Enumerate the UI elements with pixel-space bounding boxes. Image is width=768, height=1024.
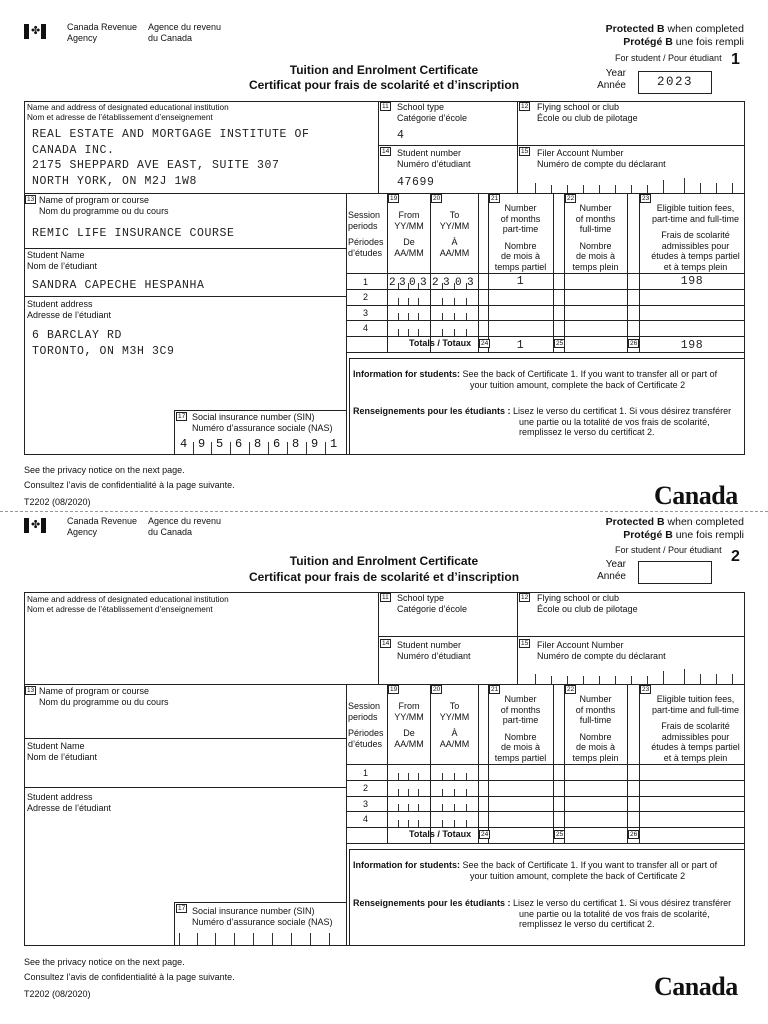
from-label: From YY/MM De AA/MM bbox=[394, 210, 424, 258]
privacy-notice: See the privacy notice on the next page. Consultez l’avis de confidentialité à la page suivante. bbox=[24, 465, 235, 490]
box-14-number: 14 bbox=[382, 640, 390, 647]
box-24-number: 24 bbox=[481, 831, 489, 838]
institution-value[interactable]: REAL ESTATE AND MORTGAGE INSTITUTE OF CANADA INC. 2175 SHEPPARD AVE EAST, SUITE 307 NORTH YORK, ON M2J 1W8 bbox=[32, 128, 310, 188]
box-17-number: 17 bbox=[178, 413, 186, 420]
row-1-label: 1 bbox=[363, 277, 369, 287]
box-23-number: 23 bbox=[642, 686, 650, 693]
certificate-number: 1 bbox=[731, 51, 740, 68]
box-19-number: 19 bbox=[390, 686, 398, 693]
flying-school-label: Flying school or club École ou club de pilotage bbox=[537, 102, 638, 123]
sin-label: Social insurance number (SIN) Numéro d’assurance sociale (NAS) bbox=[192, 412, 333, 433]
totals-label: Totals / Totaux bbox=[409, 338, 472, 348]
box-24-number: 24 bbox=[481, 340, 489, 347]
privacy-notice: See the privacy notice on the next page. Consultez l’avis de confidentialité à la page suivante. bbox=[24, 957, 235, 982]
box-26-number: 26 bbox=[630, 340, 638, 347]
box-11-number: 11 bbox=[382, 103, 389, 110]
total-part-time-months[interactable]: 1 bbox=[516, 339, 525, 352]
box-15-number: 15 bbox=[521, 640, 529, 647]
student-address-label: Student address Adresse de l’étudiant bbox=[27, 792, 112, 813]
form-title-en: Tuition and Enrolment Certificate bbox=[289, 554, 479, 568]
part-time-months-label: Number of months part-time Nombre de mois à temps partiel bbox=[494, 203, 547, 272]
year-field[interactable]: 2023 bbox=[638, 71, 712, 94]
row-1-fees[interactable]: 198 bbox=[680, 275, 704, 288]
box-22-number: 22 bbox=[567, 686, 575, 693]
info-students-fr: Renseignements pour les étudiants : Lisez le verso du certificat 1. Si vous désirez transférer une partie ou la totalité de vos frais de scolarité, remplissez le verso du certificat 2. bbox=[353, 406, 732, 437]
for-student-label: For student / Pour étudiant bbox=[615, 53, 722, 63]
box-13-number: 13 bbox=[27, 687, 35, 694]
agency-name-en: Canada Revenue Agency bbox=[67, 516, 138, 537]
agency-name-en: Canada Revenue Agency bbox=[67, 22, 138, 43]
year-field[interactable] bbox=[638, 561, 712, 584]
box-12-number: 12 bbox=[521, 594, 529, 601]
agency-name-fr: Agence du revenu du Canada bbox=[148, 516, 222, 537]
row-3-label: 3 bbox=[363, 799, 369, 809]
certificate-number: 2 bbox=[731, 548, 740, 565]
row-1-label: 1 bbox=[363, 768, 369, 778]
info-students-fr: Renseignements pour les étudiants : Lisez le verso du certificat 1. Si vous désirez transférer une partie ou la totalité de vos frais de scolarité, remplissez le verso du certificat 2. bbox=[353, 898, 732, 929]
row-4-label: 4 bbox=[363, 323, 369, 333]
info-students-en: Information for students: See the back of Certificate 1. If you want to transfer all or part of your tuition amount, complete the back of Certificate 2 bbox=[353, 860, 718, 881]
part-time-months-label: Number of months part-time Nombre de mois à temps partiel bbox=[494, 694, 547, 763]
box-26-number: 26 bbox=[630, 831, 638, 838]
eligible-fees-label: Eligible tuition fees, part-time and full-time Frais de scolarité admissibles pour études à temps partiel et à temps plein bbox=[651, 694, 740, 763]
form-code: T2202 (08/2020) bbox=[24, 497, 91, 507]
filer-account-label: Filer Account Number Numéro de compte du déclarant bbox=[537, 640, 666, 661]
box-20-number: 20 bbox=[433, 195, 441, 202]
protected-notice: Protected B when completed Protégé B une fois rempli bbox=[605, 23, 744, 48]
session-periods-label: Session periods Périodes d’études bbox=[348, 701, 384, 749]
school-type-value[interactable]: 4 bbox=[397, 129, 405, 142]
flying-school-label: Flying school or club École ou club de pilotage bbox=[537, 593, 638, 614]
institution-label: Name and address of designated educational institution Nom et adresse de l’établissement d’enseignement bbox=[27, 103, 229, 122]
box-21-number: 21 bbox=[491, 195, 499, 202]
box-25-number: 25 bbox=[556, 831, 564, 838]
row-2-label: 2 bbox=[363, 292, 369, 302]
student-name-value[interactable]: SANDRA CAPECHE HESPANHA bbox=[32, 279, 205, 292]
eligible-fees-label: Eligible tuition fees, part-time and full-time Frais de scolarité admissibles pour études à temps partiel et à temps plein bbox=[651, 203, 740, 272]
form-title-fr: Certificat pour frais de scolarité et d’inscription bbox=[248, 570, 520, 584]
student-name-label: Student Name Nom de l’étudiant bbox=[27, 250, 98, 271]
to-label: To YY/MM À AA/MM bbox=[439, 701, 470, 749]
form-title-en: Tuition and Enrolment Certificate bbox=[289, 63, 479, 77]
session-periods-label: Session periods Périodes d’études bbox=[348, 210, 384, 258]
total-fees[interactable]: 198 bbox=[680, 339, 704, 352]
student-address-value[interactable]: 6 BARCLAY RD TORONTO, ON M3H 3C9 bbox=[32, 329, 175, 358]
box-12-number: 12 bbox=[521, 103, 529, 110]
info-students-en: Information for students: See the back of Certificate 1. If you want to transfer all or part of your tuition amount, complete the back of Certificate 2 bbox=[353, 369, 718, 390]
box-13-number: 13 bbox=[27, 196, 35, 203]
totals-label: Totals / Totaux bbox=[409, 829, 472, 839]
box-25-number: 25 bbox=[556, 340, 564, 347]
box-11-number: 11 bbox=[382, 594, 389, 601]
row-3-label: 3 bbox=[363, 308, 369, 318]
certificate-1: ✤ Canada Revenue Agency Agence du revenu du Canada Protected B when completed Protégé B une fois rempli For student / Pour étudiant 1 Tuition and Enrolment Certificate Certificat pour frais de scolarité et d’inscription Year Année 2023 Name and address of designated educational institution Nom et adresse de l’établissement d’enseignement REAL ESTATE AND MORTGAGE INSTITUTE OF CANADA INC. 2175 SHEPPARD AVE EAST, SUITE 307 NORTH YORK, ON M2J 1W8 11 School type Catégorie d’école 4 12 Flying school or club École ou club de pilotage 14 Student number Numéro d’étudiant 47699 15 Filer Account Number Numéro de compte du déclarant 13 Name of program or course Nom du programme ou du cours REMIC LIFE INSURANCE COURSE Student Name Nom de l’étudiant SANDRA CAPECHE HESPANHA Student address Adresse de l’étudiant 6 BARCLAY RD TORONTO, ON M3H 3C9 17 Social insurance number (SIN) Numéro d’assurance sociale (NAS) 4 9 5 6 8 6 8 9 1 Session periods Périodes d’études 19 From YY/MM De AA/MM 20 To YY/MM À AA/MM 21 Number of months part-time Nombre de mois à temps partiel 22 Number of months full-time Nombre de mois à temps plein 23 Eligible tuition fees, part-time and full-time Frais de scolarité admissibles pour études à temps partiel et à temps plein 1 2 3 4 2 3 0 3 2 3 0 3 1 198 Totals / Totaux 24 25 26 1 198 Information for students: See the back of Certificate 1. If you want to transfer all or part of your tuition amount, complete the back of Certificate 2 Renseignements pour les étudiants : Lisez le verso du certificat 1. Si vous désirez transférer une partie ou la totalité de vos frais de scolarité, remplissez le verso du certificat 2. See the privacy notice on the next page. Consultez l’avis de confidentialité à la page suivante. T2202 (08/2020) Canada bbox=[24, 22, 744, 510]
box-23-number: 23 bbox=[642, 195, 650, 202]
box-21-number: 21 bbox=[491, 686, 499, 693]
to-label: To YY/MM À AA/MM bbox=[439, 210, 470, 258]
form-code: T2202 (08/2020) bbox=[24, 989, 91, 999]
canada-flag-icon: ✤ bbox=[24, 24, 46, 39]
row-2-label: 2 bbox=[363, 783, 369, 793]
student-number-label: Student number Numéro d’étudiant bbox=[397, 640, 471, 661]
box-22-number: 22 bbox=[567, 195, 575, 202]
full-time-months-label: Number of months full-time Nombre de mois à temps plein bbox=[572, 203, 619, 272]
student-number-label: Student number Numéro d’étudiant bbox=[397, 148, 471, 169]
program-label: Name of program or course Nom du programme ou du cours bbox=[39, 686, 169, 707]
for-student-label: For student / Pour étudiant bbox=[615, 545, 722, 555]
student-name-label: Student Name Nom de l’étudiant bbox=[27, 741, 98, 762]
school-type-label: School type Catégorie d’école bbox=[397, 593, 468, 614]
form-title-fr: Certificat pour frais de scolarité et d’inscription bbox=[248, 78, 520, 92]
box-19-number: 19 bbox=[390, 195, 398, 202]
from-label: From YY/MM De AA/MM bbox=[394, 701, 424, 749]
student-number-value[interactable]: 47699 bbox=[397, 176, 435, 189]
box-15-number: 15 bbox=[521, 148, 529, 155]
canada-wordmark: Canada bbox=[654, 481, 738, 510]
canada-flag-icon: ✤ bbox=[24, 518, 46, 533]
institution-label: Name and address of designated educational institution Nom et adresse de l’établissement d’enseignement bbox=[27, 595, 229, 614]
year-label: Year Année bbox=[597, 559, 626, 582]
box-14-number: 14 bbox=[382, 148, 390, 155]
protected-notice: Protected B when completed Protégé B une fois rempli bbox=[605, 516, 744, 541]
sin-label: Social insurance number (SIN) Numéro d’assurance sociale (NAS) bbox=[192, 906, 333, 927]
program-label: Name of program or course Nom du programme ou du cours bbox=[39, 195, 169, 216]
row-4-label: 4 bbox=[363, 814, 369, 824]
full-time-months-label: Number of months full-time Nombre de mois à temps plein bbox=[572, 694, 619, 763]
school-type-label: School type Catégorie d’école bbox=[397, 102, 468, 123]
canada-wordmark: Canada bbox=[654, 972, 738, 1001]
program-value[interactable]: REMIC LIFE INSURANCE COURSE bbox=[32, 227, 235, 240]
row-1-part-time-months[interactable]: 1 bbox=[516, 275, 525, 288]
agency-name-fr: Agence du revenu du Canada bbox=[148, 22, 222, 43]
box-20-number: 20 bbox=[433, 686, 441, 693]
certificate-2 bbox=[0, 494, 768, 1024]
filer-account-label: Filer Account Number Numéro de compte du déclarant bbox=[537, 148, 666, 169]
student-address-label: Student address Adresse de l’étudiant bbox=[27, 299, 112, 320]
year-label: Year Année bbox=[597, 68, 626, 91]
box-17-number: 17 bbox=[178, 905, 186, 912]
